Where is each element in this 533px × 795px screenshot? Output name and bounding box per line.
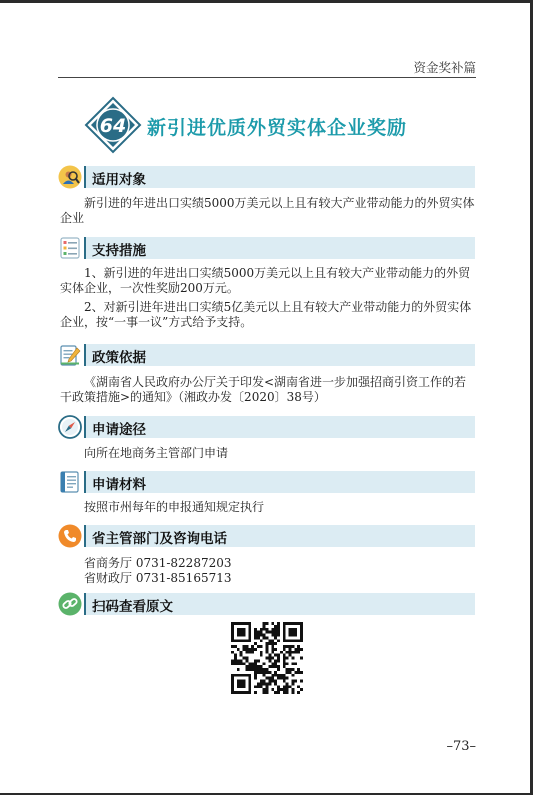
document-pencil-icon: [58, 343, 82, 367]
page-title: 新引进优质外贸实体企业奖励: [147, 117, 408, 139]
section-header-target: [84, 166, 475, 188]
target-paragraph: 新引进的年进出口实绩5000万美元以上且有较大产业带动能力的外贸实体企业: [60, 196, 475, 225]
page-number: –73–: [446, 739, 476, 754]
link-icon: [58, 592, 82, 616]
section-header-materials: [84, 471, 475, 493]
section-header-measures: [84, 237, 475, 259]
basis-paragraph: 《湖南省人民政府办公厅关于印发<湖南省进一步加强招商引资工作的若干政策措施>的通知》（湘政办发〔2020〕38号）: [60, 375, 467, 404]
section-title: 支持措施: [92, 243, 146, 259]
section-title: 扫码查看原文: [92, 599, 173, 615]
channel-text: 向所在地商务主管部门申请: [84, 446, 229, 460]
policy-number: 64: [99, 115, 127, 137]
contact-finance: 省财政厅 0731-85165713: [84, 571, 232, 585]
compass-icon: [58, 415, 82, 439]
person-search-icon: [58, 165, 82, 189]
binder-icon: [58, 470, 82, 494]
section-header-contacts: [84, 525, 475, 547]
qr-code[interactable]: [231, 622, 303, 694]
section-header-qr: [84, 593, 475, 615]
contact-commerce: 省商务厅 0731-82287203: [84, 556, 232, 570]
running-header: 资金奖补篇: [413, 60, 476, 75]
section-title: 申请材料: [92, 477, 146, 493]
checklist-icon: [58, 236, 82, 260]
section-title: 适用对象: [92, 172, 146, 188]
materials-text: 按照市州每年的申报通知规定执行: [84, 500, 265, 514]
section-header-basis: [84, 344, 475, 366]
header-rule: [58, 77, 476, 78]
measure-paragraph-1: 1、新引进的年进出口实绩5000万美元以上且有较大产业带动能力的外贸实体企业，一次性奖励200万元。: [60, 266, 471, 295]
phone-icon: [58, 524, 82, 548]
page-frame-top: [0, 0, 533, 3]
section-title: 省主管部门及咨询电话: [92, 531, 227, 547]
section-header-channel: [84, 416, 475, 438]
section-title: 政策依据: [92, 350, 146, 366]
measure-paragraph-2: 2、对新引进年进出口实绩5亿美元以上且有较大产业带动能力的外贸实体企业，按“一事一议”方式给予支持。: [60, 300, 472, 329]
policy-number-badge: [84, 96, 142, 154]
section-title: 申请途径: [92, 422, 146, 438]
